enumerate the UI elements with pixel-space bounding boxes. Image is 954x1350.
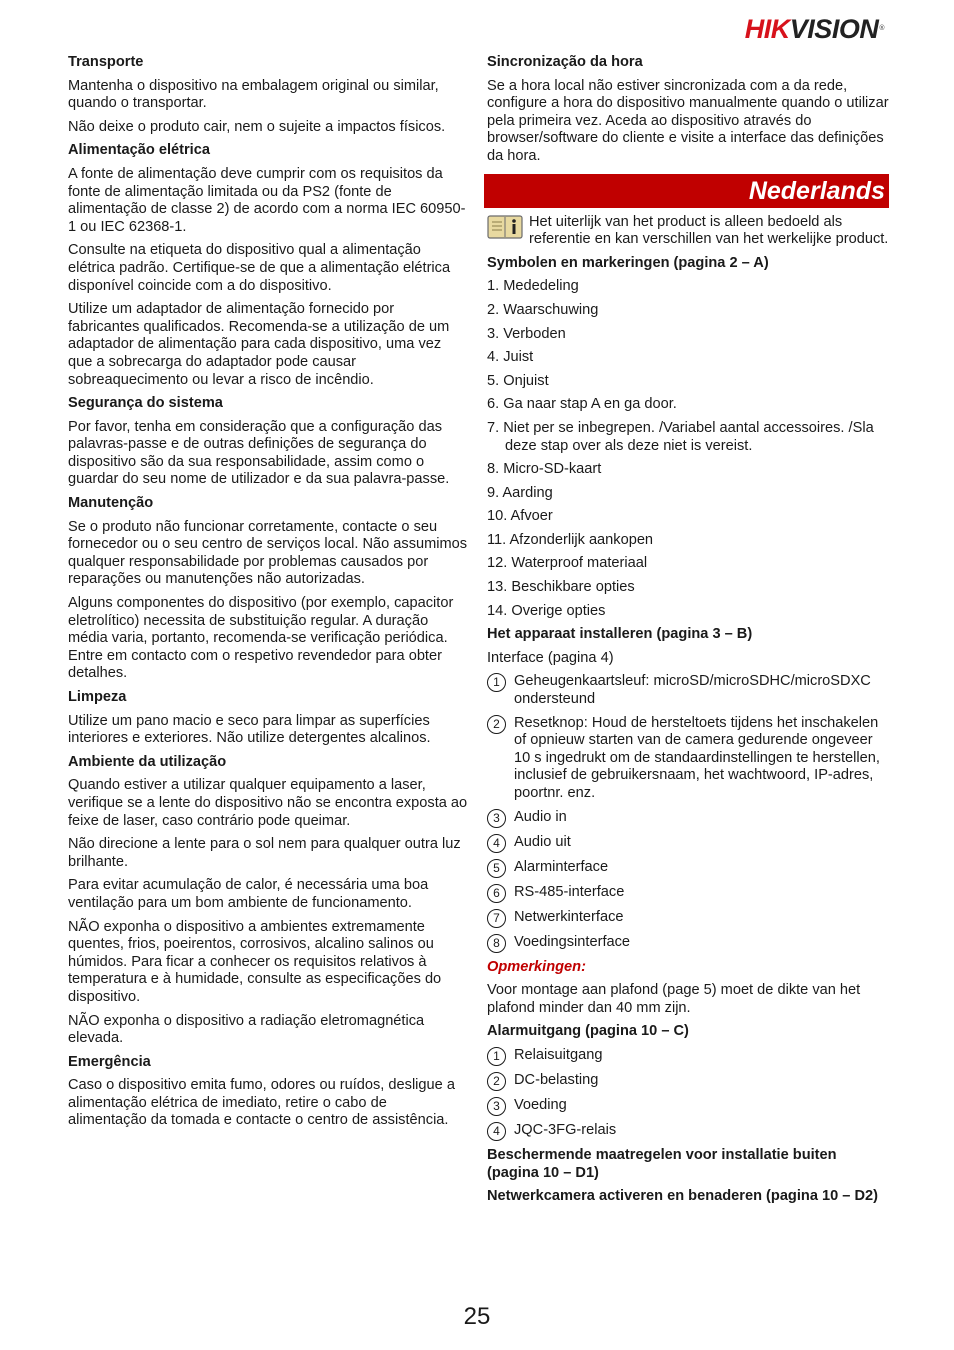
list-item: 13. Beschikbare opties [487, 579, 635, 596]
section-title-activeren: Netwerkcamera activeren en benaderen (pagina 10 – D2) [487, 1188, 878, 1205]
page-number: 25 [463, 1303, 491, 1330]
list-item: 1. Mededeling [487, 278, 579, 295]
interface-item [487, 834, 892, 853]
interface-item [487, 809, 892, 828]
circled-number: 6 [487, 884, 506, 903]
remarks-title: Opmerkingen: [487, 958, 586, 975]
alarm-item [487, 1072, 892, 1091]
language-banner: Nederlands [484, 174, 889, 208]
alarm-item [487, 1047, 892, 1066]
section-title-buiten: Beschermende maatregelen voor installatie buiten (pagina 10 – D1) [487, 1146, 837, 1181]
interface-item [487, 884, 892, 903]
interface-label: Interface (pagina 4) [487, 649, 614, 666]
interface-item-text: RS-485-interface [514, 883, 625, 900]
list-item: 4. Juist [487, 349, 534, 366]
list-item: 9. Aarding [487, 484, 553, 501]
list-item: 8. Micro-SD-kaart [487, 461, 602, 478]
paragraph: Não direcione a lente para o sol nem para qualquer outra luz brilhante. [68, 836, 461, 870]
note-text: Het uiterlijk van het product is alleen bedoeld als referentie en kan verschillen van het werkelijke product. [529, 213, 889, 248]
interface-item [487, 934, 892, 953]
section-title-installeren: Het apparaat installeren (pagina 3 – B) [487, 626, 753, 643]
alarm-item-text: JQC-3FG-relais [514, 1121, 617, 1138]
interface-item [487, 715, 892, 803]
section-title-symbolen: Symbolen en markeringen (pagina 2 – A) [487, 254, 769, 271]
paragraph: Alguns componentes do dispositivo (por exemplo, capacitor eletrolítico) necessita de substituição regular. A duração média varia, portanto, recomenda-se verificação periódica. Entre em contacto com o respetivo revendedor para obter detalhes. [68, 595, 454, 682]
list-item: 2. Waarschuwing [487, 301, 599, 318]
paragraph: Se a hora local não estiver sincronizada com a da rede, configure a hora do dispositivo manualmente quando o utilizar pela primeira vez. Aceda ao dispositivo através do browser/software do cliente e visite a interface das definições da hora. [487, 77, 889, 164]
alarm-item [487, 1122, 892, 1141]
section-title-emergencia: Emergência [68, 1053, 151, 1070]
interface-item-text: Netwerkinterface [514, 908, 624, 925]
list-item: 6. Ga naar stap A en ga door. [487, 396, 677, 413]
circled-number: 1 [487, 1047, 506, 1066]
paragraph: Para evitar acumulação de calor, é necessária uma boa ventilação para um bom ambiente de funcionamento. [68, 877, 429, 911]
paragraph: Não deixe o produto cair, nem o sujeite a impactos físicos. [68, 118, 446, 135]
alarm-item-text: DC-belasting [514, 1071, 599, 1088]
list-item: 11. Afzonderlijk aankopen [487, 531, 654, 548]
remarks-text: Voor montage aan plafond (page 5) moet de dikte van het plafond minder dan 40 mm zijn. [487, 982, 861, 1016]
paragraph: Utilize um pano macio e seco para limpar as superfícies interiores e exteriores. Não utilize detergentes alcalinos. [68, 712, 431, 747]
interface-item-text: Voedingsinterface [514, 933, 631, 950]
paragraph: Mantenha o dispositivo na embalagem original ou similar, quando o transportar. [68, 77, 439, 112]
list-item: 3. Verboden [487, 325, 566, 342]
section-title-ambiente: Ambiente da utilização [68, 753, 227, 770]
circled-number: 1 [487, 673, 506, 692]
paragraph: Por favor, tenha em consideração que a configuração das palavras-passe e de outras definições de segurança do dispositivo são da sua responsabilidade, assim como o guardar do seu nome de utilizador e da sua palavra-passe. [68, 418, 450, 488]
circled-number: 3 [487, 809, 506, 828]
section-title-alarm: Alarmuitgang (pagina 10 – C) [487, 1023, 689, 1040]
paragraph: Consulte na etiqueta do dispositivo qual a alimentação elétrica padrão. Certifique-se de que a alimentação elétrica disponível coincide com a do dispositivo. [68, 242, 451, 294]
list-item: 14. Overige opties [487, 602, 606, 619]
circled-number: 2 [487, 715, 506, 734]
list-item: 10. Afvoer [487, 508, 553, 525]
alarm-item-text: Voeding [514, 1096, 567, 1113]
interface-item-text: Alarminterface [514, 858, 609, 875]
interface-item-text: Audio uit [514, 833, 571, 850]
right-column [487, 54, 892, 1212]
paragraph: Caso o dispositivo emita fumo, odores ou ruídos, desligue a alimentação elétrica de imediato, retire o cabo de alimentação da tomada e contacte o centro de assistência. [68, 1077, 455, 1129]
section-title-sincronizacao: Sincronização da hora [487, 54, 643, 70]
paragraph: Se o produto não funcionar corretamente, contacte o seu fornecedor ou o seu centro de serviços local. Não assumimos qualquer responsabilidade por problemas causados por reparações ou manutenções não autorizadas. [68, 518, 468, 588]
paragraph: A fonte de alimentação deve cumprir com os requisitos da fonte de alimentação limitada ou da PS2 (fonte de alimentação de classe 2) de acordo com a norma IEC 60950-1 ou IEC 62368-1. [68, 165, 466, 235]
hikvision-logo: HIKVISION® [744, 14, 884, 44]
interface-item-text: Resetknop: Houd de hersteltoets tijdens het inschakelen of opnieuw starten van de camera gedurende ongeveer 10 s ingedrukt om de standaardinstellingen te herstellen, inclusief de gebruikersnaam, het wachtwoord, IP-adres, poortnr. enz. [514, 714, 880, 801]
circled-number: 8 [487, 934, 506, 953]
section-title-transporte: Transporte [68, 54, 144, 70]
note-block [487, 214, 892, 249]
note-icon [487, 214, 523, 238]
section-title-manutencao: Manutenção [68, 495, 154, 512]
section-title-limpeza: Limpeza [68, 689, 127, 705]
circled-number: 5 [487, 859, 506, 878]
circled-number: 4 [487, 834, 506, 853]
section-title-alimentacao: Alimentação elétrica [68, 142, 210, 159]
alarm-item-text: Relaisuitgang [514, 1046, 603, 1063]
paragraph: Quando estiver a utilizar qualquer equipamento a laser, verifique se a lente do dispositivo não se encontra exposta ao feixe de laser, caso contrário pode queimar. [68, 777, 468, 829]
list-item: 5. Onjuist [487, 372, 549, 389]
circled-number: 3 [487, 1097, 506, 1116]
interface-item-text: Audio in [514, 808, 567, 825]
interface-item-text: Geheugenkaartsleuf: microSD/microSDHC/microSDXC ondersteund [514, 673, 871, 708]
circled-number: 7 [487, 909, 506, 928]
interface-item [487, 859, 892, 878]
paragraph: NÃO exponha o dispositivo a ambientes extremamente quentes, frios, poeirentos, corrosivos, alcalino salinos ou húmidos. Para ficar a conhecer os requisitos relativos à temperatura e à humidade, consulte as especificações do dispositivo. [68, 918, 442, 1005]
list-item: 12. Waterproof materiaal [487, 555, 648, 572]
paragraph: NÃO exponha o dispositivo a radiação eletromagnética elevada. [68, 1012, 425, 1047]
circled-number: 4 [487, 1122, 506, 1141]
left-column [68, 54, 468, 1136]
circled-number: 2 [487, 1072, 506, 1091]
list-item: 7. Niet per se inbegrepen. /Variabel aantal accessoires. /Sla deze stap over als deze niet is vereist. [487, 419, 874, 454]
interface-item [487, 673, 892, 708]
section-title-seguranca: Segurança do sistema [68, 395, 223, 412]
alarm-item [487, 1097, 892, 1116]
paragraph: Utilize um adaptador de alimentação fornecido por fabricantes qualificados. Recomenda-se a utilização de um adaptador de alimentação para cada dispositivo, uma vez que a sobrecarga do adaptador pode causar sobreaquecimento ou levar a risco de incêndio. [68, 301, 450, 388]
interface-item [487, 909, 892, 928]
